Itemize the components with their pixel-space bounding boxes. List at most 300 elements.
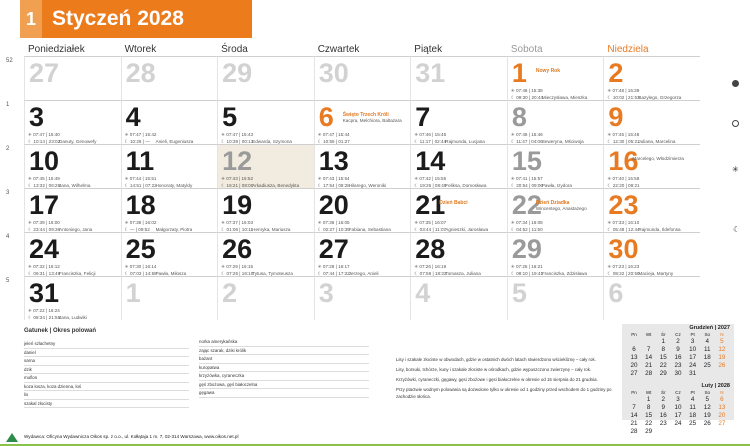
day-number: 17 [29,190,60,220]
mini-day: 1 [661,338,666,345]
legend-note: Lisy i szakale złociste w obwodach, gdzie w ostatnich dwóch latach stwierdzono wściekliznę – cały rok. [396,357,596,362]
moon-times: ☾ 11:17 | 02:44 [414,139,447,144]
day-cell[interactable] [410,56,507,100]
mini-day: 16 [674,354,682,361]
sun-times: ✳ 07:44 | 15:51 [124,176,157,181]
day-number: 22 [511,190,542,220]
name-day: Jana, Ludwiki [59,315,87,320]
mini-day: 2 [661,396,666,403]
day-cell[interactable] [314,144,411,188]
mini-weekday: Pn [631,332,637,337]
sun-times: ✳ 07:43 | 15:54 [317,176,350,181]
name-day: Małgorzaty, Piotra [155,227,193,232]
mini-day: 27 [718,420,726,427]
mini-day: 14 [645,354,653,361]
species-row: zając szarak, dziki królik [199,347,369,356]
sun-times: ✳ 07:34 | 16:08 [510,220,543,225]
weekday-6: Niedziela [607,44,649,55]
name-day: Seweryna, Mściwoja [541,139,584,144]
mini-day: 10 [689,346,697,353]
sun-times: ✳ 07:37 | 16:03 [221,220,254,225]
mini-day: 26 [718,362,726,369]
day-cell[interactable] [314,188,411,232]
week-number: 4 [6,234,10,240]
species-row: szakal złocisty [24,400,189,409]
mini-day: 6 [632,346,636,353]
species-row: norka amerykańska [199,338,369,347]
sun-times: ✳ 07:30 | 16:14 [124,264,157,269]
day-cell[interactable] [314,232,411,276]
day-cell[interactable] [121,100,218,144]
moon-times: ☾ 03:44 | 11:07 [414,227,447,232]
sun-times: ✳ 07:40 | 15:58 [607,176,640,181]
legend-title: Gatunek | Okres polowań [24,328,97,334]
name-day: Mieczysława, Mieszka [541,95,588,100]
mini-day: 4 [690,396,695,403]
moon-times: ☾ 13:32 | 06:29 [28,183,61,188]
mini-day: 31 [689,370,697,377]
moon-times: ☾ 07:26 | 16:10 [221,271,254,276]
day-number: 19 [222,190,253,220]
mini-day [715,370,729,378]
name-day: Kacpra, Melchiora, Baltazara [342,118,402,123]
mini-day: 14 [630,412,638,419]
mini-weekday: Pt [690,332,695,337]
mini-day [642,338,656,346]
weekday-2: Środa [221,44,248,55]
day-cell[interactable] [410,276,507,320]
name-day: Danuty, Genowefy [59,139,97,144]
name-day: Franciszka, Felicji [59,271,96,276]
month-grid [24,56,700,320]
day-number: 28 [415,234,446,264]
day-cell[interactable] [507,56,604,100]
moon-times: ☾ 10:39 | 00:13 [221,139,254,144]
day-cell[interactable] [121,276,218,320]
day-cell[interactable] [507,100,604,144]
week-number: 52 [6,58,13,64]
sun-times: ✳ 07:48 | 15:38 [510,88,543,93]
day-cell[interactable] [121,188,218,232]
moon-times: ☾ 17:54 | 08:28 [317,183,350,188]
sun-times: ✳ 07:42 | 15:55 [414,176,447,181]
sun-times: ✳ 07:22 | 16:24 [28,308,60,313]
mini-day: 20 [630,362,638,369]
day-number: 8 [511,102,527,132]
moon-times: ☾ 09:30 | 20:44 [510,95,543,100]
footer-text: Wydawca: Oficyna Wydawnicza Oikos sp. z o.o., ul. Kołłątaja 1 m. 7, 02-314 Warszawa, www.oikos.net.pl [24,434,239,439]
mini-day: 17 [689,354,697,361]
mini-weekday: N [720,390,724,395]
sun-times: ✳ 07:46 | 15:45 [414,132,447,137]
sun-icon: ✳ [732,165,739,174]
day-number: 5 [511,278,527,308]
name-day: Jana, Wilhelma [59,183,91,188]
weekday-0: Poniedziałek [28,44,85,55]
mini-day: 7 [646,346,651,353]
day-number: 27 [29,58,60,88]
mini-day: 22 [645,420,653,427]
day-cell[interactable] [121,144,218,188]
name-day: Antoniego, Jana [59,227,93,232]
name-day: Rajmunda, Ildefonsa [638,227,681,232]
week-number: 3 [6,190,10,196]
species-row: jeleń szlachetny [24,340,189,349]
day-number: 9 [608,102,624,132]
mini-day: 18 [703,354,711,361]
mini-day: 24 [674,420,682,427]
day-number: 28 [125,58,156,88]
footer [0,428,750,446]
name-day: Rajmunda, Lucjana [445,139,485,144]
moon-times: ☾ 22:20 | 09:21 [607,183,640,188]
sun-times: ✳ 07:43 | 15:52 [221,176,254,181]
moon-times: ☾ 10:14 | 23:02 [28,139,61,144]
name-day: Anieli, Eugeniusza [155,139,194,144]
day-cell[interactable] [24,100,121,144]
day-cell[interactable] [603,100,700,144]
day-number: 20 [318,190,349,220]
day-number: 4 [125,102,141,132]
name-day: Feliksa, Domosława [445,183,487,188]
day-number: 14 [415,146,446,176]
day-number: 10 [29,146,60,176]
full-moon-icon [732,80,739,87]
sun-times: ✳ 07:36 | 16:05 [317,220,350,225]
species-row: muflon [24,374,189,383]
mini-weekday: Śr [661,332,666,337]
holiday-name: Dzień Dziadka [535,200,570,206]
feb-title: Luty | 2028 [701,383,730,389]
sun-times: ✳ 07:25 | 16:21 [510,264,543,269]
mini-day: 19 [703,412,711,419]
mini-day: 26 [703,420,711,427]
mini-day: 11 [689,404,696,411]
day-cell[interactable] [24,56,121,100]
mini-day: 19 [718,354,726,361]
mini-day: 29 [645,428,653,435]
day-cell[interactable] [217,144,314,188]
moon-times: ☾ 20:54 | 09:06 [510,183,543,188]
day-cell[interactable] [410,188,507,232]
mini-day: 15 [659,354,667,361]
name-day: Bazylego, Grzegorza [638,95,682,100]
day-cell[interactable] [507,232,604,276]
day-number: 26 [222,234,253,264]
mini-day: 3 [690,338,695,345]
sun-times: ✳ 07:33 | 16:10 [607,220,640,225]
mini-day: 24 [689,362,697,369]
moon-times: ☾ — | 09:52 [124,227,150,232]
sun-times: ✳ 07:26 | 16:19 [414,264,447,269]
mini-day: 13 [718,404,726,411]
holiday-name: Nowy Rok [535,68,561,74]
mini-day: 20 [718,412,726,419]
moon-times: ☾ 16:21 | 08:00 [221,183,254,188]
day-number: 5 [222,102,238,132]
day-number: 4 [415,278,431,308]
sun-times: ✳ 07:48 | 15:39 [607,88,640,93]
mini-day: 9 [676,346,680,353]
day-cell[interactable] [603,276,700,320]
mini-day: 11 [704,346,711,353]
mini-day [627,338,641,346]
mini-day: 7 [632,404,636,411]
holiday-name: Dzień Babci [439,200,468,206]
day-number: 7 [415,102,431,132]
day-cell[interactable] [217,100,314,144]
mini-day: 22 [659,362,667,369]
sun-times: ✳ 07:29 | 16:15 [221,264,254,269]
species-row: kuropatwa [199,364,369,373]
moon-icon: ☾ [733,225,741,234]
moon-times: ☾ 12:30 | 05:21 [607,139,640,144]
day-number: 31 [29,278,60,308]
mini-day: 21 [630,420,638,427]
legend-note: Przy ptactwie wodnym polowania są dozwolone tylko w okresie od 1 godziny przed wschodem do 1 godziny po zachodzie słońca. [396,387,612,399]
name-day: Macieja, Martyny [638,271,674,276]
day-number: 2 [608,58,624,88]
moon-times: ☾ 06:31 | 13:48 [28,271,61,276]
mini-day: 8 [661,346,666,353]
day-cell[interactable] [603,56,700,100]
mini-day: 12 [718,346,726,353]
dec-title: Grudzień | 2027 [689,325,730,331]
day-cell[interactable] [410,144,507,188]
mini-weekday: N [720,332,724,337]
day-number: 12 [222,146,253,176]
weekday-5: Sobota [510,44,543,55]
sun-times: ✳ 07:45 | 15:49 [28,176,60,181]
week-number: 1 [6,102,10,108]
holiday-name: Święto Trzech Króli [342,112,389,118]
species-row: lis [24,391,189,400]
mini-day: 2 [676,338,680,345]
name-day: Wincentego, Anastazego [535,206,587,211]
name-day: Honoraty, Matyldy [155,183,193,188]
name-day: Arkadiusza, Benedykta [252,183,300,188]
sun-times: ✳ 07:41 | 15:57 [510,176,543,181]
day-cell[interactable] [410,232,507,276]
name-day: Agnieszki, Jarosława [445,227,489,232]
day-number: 13 [318,146,349,176]
mini-weekday: So [704,332,711,337]
moon-times: ☾ 05:48 | 12:44 [607,227,640,232]
sun-times: ✳ 07:39 | 16:00 [28,220,60,225]
day-number: 2 [222,278,238,308]
sun-times: ✳ 07:32 | 16:12 [28,264,60,269]
mini-day: 25 [689,420,697,427]
day-number: 6 [608,278,624,308]
day-number: 1 [511,58,527,88]
week-number: 5 [6,278,10,284]
sun-times: ✳ 07:47 | 15:44 [317,132,350,137]
day-number: 31 [415,58,446,88]
species-row: daniel [24,349,189,358]
day-cell[interactable] [24,232,121,276]
day-cell[interactable] [121,56,218,100]
day-cell[interactable] [121,232,218,276]
moon-times: ☾ 08:34 | 21:59 [28,315,61,320]
species-row: sarna [24,357,189,366]
species-row: krzyżówka, cyraneczka [199,372,369,381]
species-row: gęś zbożowa, gęś białoczelna [199,381,369,390]
day-number: 27 [318,234,349,264]
new-moon-icon [732,120,739,127]
day-cell[interactable] [603,232,700,276]
mini-day [700,370,714,378]
month-number: 1 [20,0,42,38]
species-row: koza łosza, koza dzienna, łoś [24,383,189,392]
mini-day: 30 [674,370,682,377]
day-number: 16 [608,146,639,176]
moon-times: ☾ 10:55 | 01:27 [317,139,350,144]
species-row: gęgawa [199,389,369,398]
day-cell[interactable] [314,100,411,144]
day-number: 24 [29,234,60,264]
name-day: Henryka, Mariusza [252,227,291,232]
mini-weekday: Pn [631,390,637,395]
day-number: 25 [125,234,156,264]
mini-day: 23 [674,362,682,369]
day-cell[interactable] [507,144,604,188]
mini-weekday: Wt [645,332,652,337]
mini-day: 4 [705,338,710,345]
moon-times: ☾ 01:06 | 10:11 [221,227,253,232]
mini-day: 17 [674,412,682,419]
sun-times: ✳ 07:47 | 15:43 [221,132,254,137]
name-day: Tomasza, Juliana [445,271,481,276]
name-day: Pawła, Izydora [541,183,572,188]
name-day: Franciszka, Zdzisława [541,271,588,276]
side-legend [730,60,744,310]
day-number: 23 [608,190,639,220]
moon-times: ☾ 19:26 | 08:49 [414,183,447,188]
name-day: Jerzego, Anieli [348,271,379,276]
day-cell[interactable] [217,276,314,320]
name-day: Pawła, Miłosza [155,271,187,276]
publisher-logo-icon [6,433,18,442]
sun-times: ✳ 07:38 | 16:02 [124,220,157,225]
sun-times: ✳ 07:35 | 16:07 [414,220,447,225]
mini-day: 5 [705,396,710,403]
day-cell[interactable] [603,144,700,188]
day-cell[interactable] [24,144,121,188]
weekday-3: Czwartek [317,44,360,55]
moon-times: ☾ 10:02 | 21:53 [607,95,640,100]
legend-note: Krzyżówki, cyraneczki, gęgawy, gęsi zbożowe i gęsi białoczelne w okresie od 15 sierpnia do 21 grudnia. [396,377,598,382]
name-day: Edwarda, Szymona [252,139,292,144]
moon-times: ☾ 07:44 | 17:22 [317,271,350,276]
weekday-4: Piątek [414,44,443,55]
mini-day: 8 [646,404,651,411]
mini-day: 25 [703,362,711,369]
mini-day: 5 [720,338,724,345]
mini-day: 10 [674,404,682,411]
moon-times: ☾ 08:22 | 20:50 [607,271,640,276]
mini-day: 28 [645,370,653,377]
mini-weekday: Śr [661,390,666,395]
weekday-1: Wtorek [124,44,157,55]
species-row: dzik [24,366,189,375]
day-number: 3 [318,278,334,308]
day-cell[interactable] [217,232,314,276]
mini-day: 9 [661,404,666,411]
mini-day: 13 [630,354,638,361]
day-number: 11 [125,146,155,176]
day-cell[interactable] [507,188,604,232]
day-number: 3 [29,102,45,132]
mini-day: 3 [676,396,680,403]
day-cell[interactable] [314,56,411,100]
week-number: 2 [6,146,10,152]
moon-times: ☾ 11:47 | 04:06 [510,139,543,144]
moon-times: ☾ 23:44 | 09:36 [28,227,61,232]
sun-times: ✳ 07:23 | 16:23 [607,264,640,269]
day-cell[interactable] [24,276,121,320]
sun-times: ✳ 07:47 | 15:42 [124,132,157,137]
month-header [20,0,252,38]
day-cell[interactable] [24,188,121,232]
day-number: 15 [511,146,542,176]
sun-times: ✳ 07:28 | 16:17 [317,264,350,269]
day-number: 21 [415,190,446,220]
mini-day: 12 [703,404,711,411]
day-number: 6 [318,102,334,132]
day-cell[interactable] [217,56,314,100]
day-cell[interactable] [217,188,314,232]
mini-day: 15 [645,412,653,419]
mini-day: 21 [645,362,653,369]
mini-day: 27 [630,370,638,377]
species-row: bażant [199,355,369,364]
month-title: Styczeń 2028 [42,0,252,38]
mini-day [627,396,641,404]
sun-times: ✳ 07:47 | 15:40 [28,132,60,137]
day-number: 29 [511,234,542,264]
legend-note: Lisy, borsuki, tchórze, kuny i szakale złociste w ośrodkach, gdzie wypuszczono zwierzynę – cały rok. [396,367,592,372]
day-number: 29 [222,58,253,88]
day-cell[interactable] [410,100,507,144]
mini-weekday: Wt [645,390,652,395]
moon-times: ☾ 08:10 | 19:41 [510,271,543,276]
name-day: Marcelego, Włodzimierza [632,156,684,161]
mini-weekday: Cz [675,332,681,337]
sun-times: ✳ 07:45 | 15:48 [607,132,640,137]
day-number: 1 [125,278,141,308]
moon-times: ☾ 14:51 | 07:22 [124,183,157,188]
day-cell[interactable] [314,276,411,320]
day-number: 30 [318,58,349,88]
moon-times: ☾ 07:58 | 18:32 [414,271,447,276]
day-number: 30 [608,234,639,264]
name-day: Hilarego, Weroniki [348,183,387,188]
moon-times: ☾ 02:27 | 10:35 [317,227,350,232]
hunting-legend [24,322,624,422]
name-day: Tytusa, Tymoteusza [252,271,293,276]
mini-day: 16 [659,412,667,419]
mini-day: 6 [720,396,724,403]
mini-weekday: Cz [675,390,681,395]
day-cell[interactable] [603,188,700,232]
moon-times: ☾ 04:52 | 11:50 [510,227,543,232]
mini-calendars [622,324,734,435]
name-day: Fabiana, Sebastiana [348,227,391,232]
mini-weekday: So [704,390,711,395]
day-cell[interactable] [507,276,604,320]
mini-day: 1 [646,396,651,403]
mini-weekday: Pt [690,390,695,395]
